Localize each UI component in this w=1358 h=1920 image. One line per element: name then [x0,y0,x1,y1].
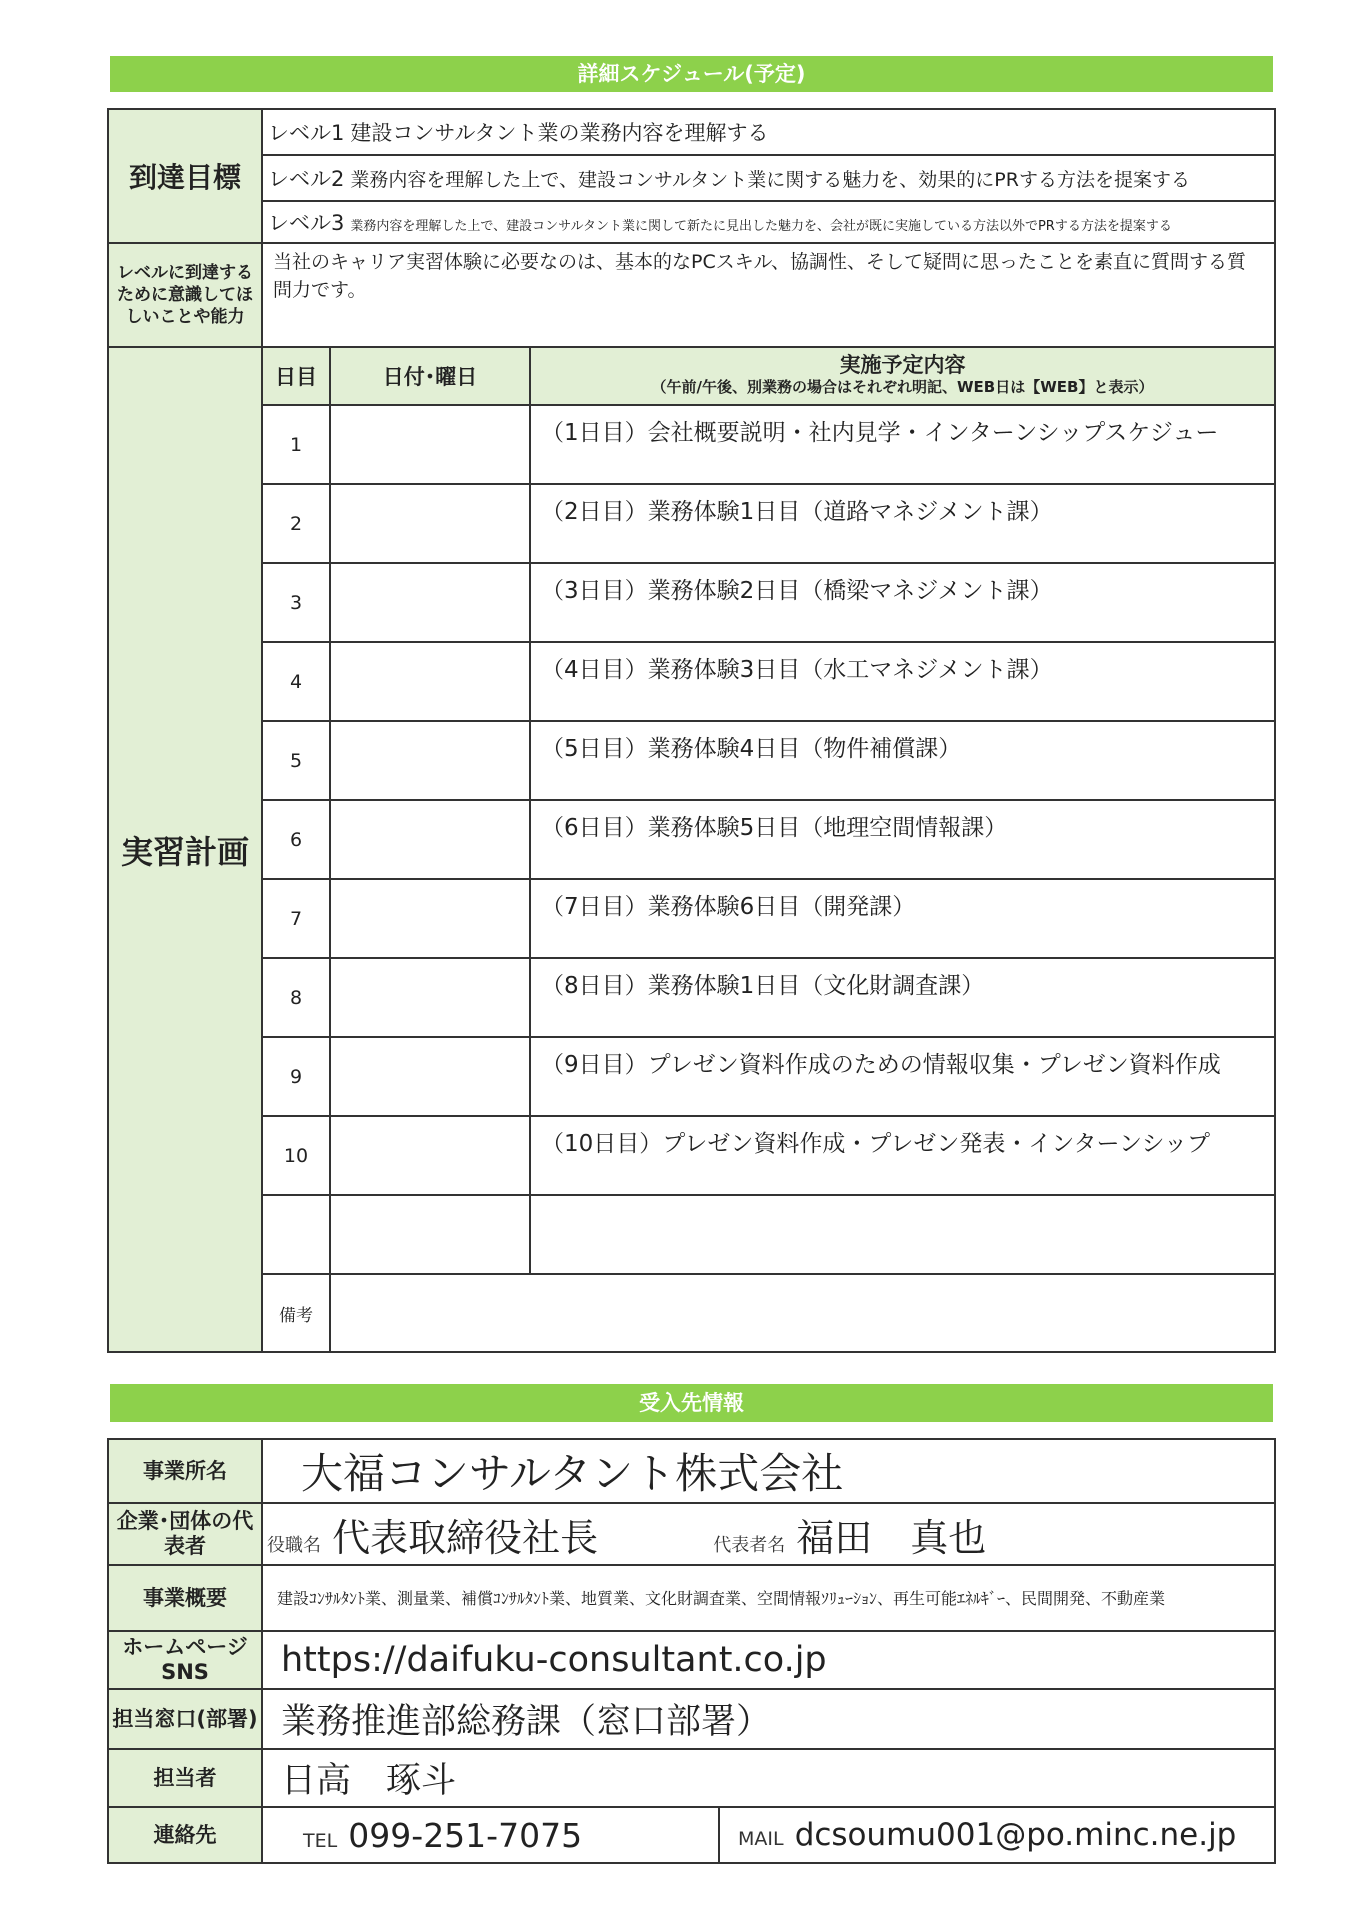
department: 業務推進部総務課（窓口部署） [262,1689,1275,1749]
col-content-header [530,347,1275,405]
table-row [108,800,1275,879]
day-number: 9 [262,1037,330,1116]
table-row [108,563,1275,642]
mail-label: MAIL [738,1828,784,1850]
goal-row-1 [108,109,1275,155]
level-name: レベル1 [268,121,345,145]
col-day-header: 日目 [262,347,330,405]
level-name: レベル3 [268,211,345,235]
ability-text: 当社のキャリア実習体験に必要なのは、基本的なPCスキル、協調性、そして疑問に思ったことを素直に質問する質問力です。 [262,243,1275,347]
date-cell[interactable] [330,563,530,642]
company-banner: 受入先情報 [110,1384,1273,1422]
date-cell[interactable] [330,958,530,1037]
plan-content: （6日目）業務体験5日目（地理空間情報課） [530,800,1275,879]
goal-level-3 [262,201,1275,243]
company-name: 大福コンサルタント株式会社 [262,1439,1275,1503]
contact-label: 連絡先 [108,1807,262,1863]
department-label: 担当窓口(部署) [108,1689,262,1749]
department-row [108,1689,1275,1749]
day-number: 8 [262,958,330,1037]
tel-number[interactable]: 099-251-7075 [348,1815,583,1855]
plan-content: （2日目）業務体験1日目（道路マネジメント課） [530,484,1275,563]
day-number [262,1195,330,1274]
day-number: 10 [262,1116,330,1195]
table-row [108,1037,1275,1116]
date-cell[interactable] [330,879,530,958]
date-cell[interactable] [330,1116,530,1195]
level-text: 建設コンサルタント業の業務内容を理解する [350,121,769,145]
plan-header-row [108,347,1275,405]
tel-cell [262,1807,719,1863]
col-date-header: 日付･曜日 [330,347,530,405]
remarks-row [108,1274,1275,1352]
date-cell[interactable] [330,800,530,879]
day-number: 5 [262,721,330,800]
goal-row-3 [108,201,1275,243]
plan-content [530,1195,1275,1274]
representative-cell [262,1503,1275,1565]
date-cell[interactable] [330,405,530,484]
representative-row [108,1503,1275,1565]
mail-cell [719,1807,1275,1863]
plan-content: （3日目）業務体験2日目（橋梁マネジメント課） [530,563,1275,642]
table-row [108,405,1275,484]
day-number: 4 [262,642,330,721]
plan-content: （8日目）業務体験1日目（文化財調査課） [530,958,1275,1037]
website-link[interactable]: https://daifuku-consultant.co.jp [262,1631,1275,1689]
date-cell[interactable] [330,1037,530,1116]
table-row [108,1116,1275,1195]
ability-row [108,243,1275,347]
day-number: 1 [262,405,330,484]
table-row [108,879,1275,958]
plan-content: （5日目）業務体験4日目（物件補償課） [530,721,1275,800]
remarks-label: 備考 [262,1274,330,1352]
table-row [108,721,1275,800]
plan-content: （9日目）プレゼン資料作成のための情報収集・プレゼン資料作成 [530,1037,1275,1116]
representative-name: 福田 真也 [796,1515,987,1560]
schedule-table [107,108,1276,1353]
business-text: 建設ｺﾝｻﾙﾀﾝﾄ業、測量業、補償ｺﾝｻﾙﾀﾝﾄ業、地質業、文化財調査業、空間情報ｿﾘｭｰｼｮﾝ、再生可能ｴﾈﾙｷﾞｰ、民間開発、不動産業 [262,1565,1275,1631]
date-cell[interactable] [330,1195,530,1274]
company-name-label: 事業所名 [108,1439,262,1503]
level-text: 業務内容を理解した上で、建設コンサルタント業に関する魅力を、効果的にPRする方法を提案する [350,169,1190,191]
person-name: 日高 琢斗 [262,1749,1275,1807]
goal-level-2 [262,155,1275,201]
date-cell[interactable] [330,642,530,721]
day-number: 2 [262,484,330,563]
contact-row [108,1807,1275,1863]
table-row [108,642,1275,721]
date-cell[interactable] [330,721,530,800]
table-row [108,484,1275,563]
company-table [107,1438,1276,1864]
goal-level-1 [262,109,1275,155]
company-name-row [108,1439,1275,1503]
website-label: ホームページSNS [108,1631,262,1689]
level-name: レベル2 [268,167,345,191]
day-number: 6 [262,800,330,879]
level-text: 業務内容を理解した上で、建設コンサルタント業に関して新たに見出した魅力を、会社が既に実施している方法以外でPRする方法を提案する [350,219,1172,234]
representative-label: 企業･団体の代表者 [108,1503,262,1565]
plan-content: （10日目）プレゼン資料作成・プレゼン発表・インターンシップ [530,1116,1275,1195]
tel-label: TEL [303,1829,338,1852]
business-label: 事業概要 [108,1565,262,1631]
plan-content: （1日目）会社概要説明・社内見学・インターンシップスケジュー [530,405,1275,484]
representative-title: 代表取締役社長 [332,1515,599,1560]
col-content-note: （午前/午後、別業務の場合はそれぞれ明記、WEB日は【WEB】と表示） [651,378,1154,396]
goals-label: 到達目標 [108,109,262,243]
plan-content: （7日目）業務体験6日目（開発課） [530,879,1275,958]
person-row [108,1749,1275,1807]
business-row [108,1565,1275,1631]
mail-address[interactable]: dcsoumu001@po.minc.ne.jp [794,1817,1237,1853]
representative-name-label: 代表者名 [713,1534,786,1556]
schedule-banner: 詳細スケジュール(予定) [110,56,1273,92]
day-number: 3 [262,563,330,642]
plan-label: 実習計画 [108,347,262,1352]
col-content-title: 実施予定内容 [839,353,966,377]
day-number: 7 [262,879,330,958]
goal-row-2 [108,155,1275,201]
title-label: 役職名 [267,1534,321,1556]
ability-label: レベルに到達するために意識してほしいことや能力 [108,243,262,347]
table-row [108,958,1275,1037]
remarks-cell[interactable] [330,1274,1275,1352]
date-cell[interactable] [330,484,530,563]
person-label: 担当者 [108,1749,262,1807]
plan-content: （4日目）業務体験3日目（水工マネジメント課） [530,642,1275,721]
table-row [108,1195,1275,1274]
website-row [108,1631,1275,1689]
